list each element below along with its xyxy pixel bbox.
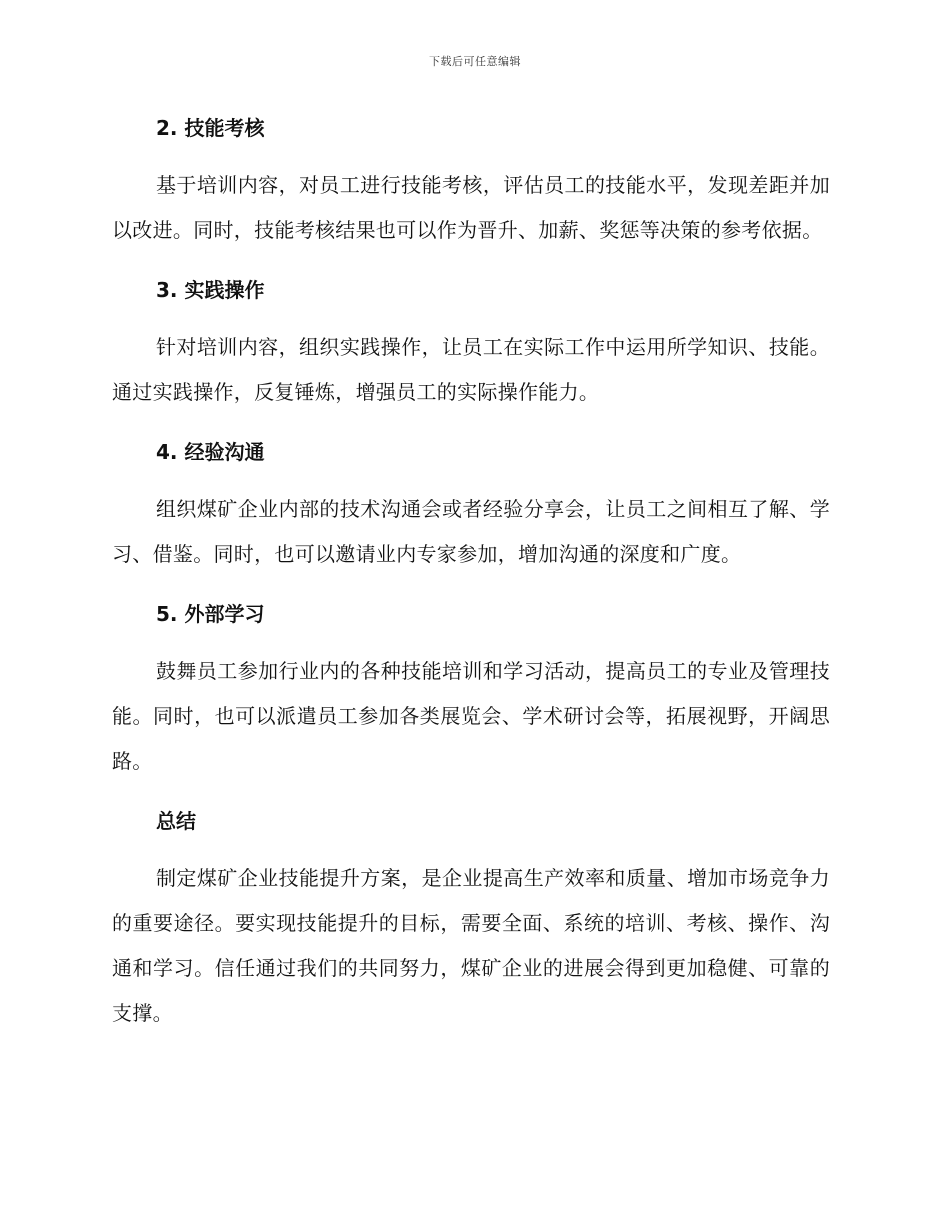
page-header: 下载后可任意编辑: [429, 55, 521, 68]
section-heading-external-learning: 5. 外部学习: [156, 602, 265, 626]
section-paragraph-skill-assessment: 基于培训内容，对员工进行技能考核，评估员工的技能水平，发现差距并加以改进。同时，技能考核结果也可以作为晋升、加薪、奖惩等决策的参考依据。: [112, 173, 830, 242]
section-paragraph-experience-sharing: 组织煤矿企业内部的技术沟通会或者经验分享会，让员工之间相互了解、学习、借鉴。同时，也可以邀请业内专家参加，增加沟通的深度和广度。: [112, 497, 830, 566]
section-heading-skill-assessment: 2. 技能考核: [156, 116, 265, 140]
section-paragraph-summary: 制定煤矿企业技能提升方案，是企业提高生产效率和质量、增加市场竞争力的重要途径。要实现技能提升的目标，需要全面、系统的培训、考核、操作、沟通和学习。信任通过我们的共同努力，煤矿企业的进展会得到更加稳健、可靠的支撑。: [112, 866, 830, 1025]
section-paragraph-external-learning: 鼓舞员工参加行业内的各种技能培训和学习活动，提高员工的专业及管理技能。同时，也可以派遣员工参加各类展览会、学术研讨会等，拓展视野，开阔思路。: [112, 659, 830, 773]
section-heading-practice: 3. 实践操作: [156, 278, 265, 302]
section-paragraph-practice: 针对培训内容，组织实践操作，让员工在实际工作中运用所学知识、技能。通过实践操作，反复锤炼，增强员工的实际操作能力。: [112, 335, 830, 404]
section-heading-experience-sharing: 4. 经验沟通: [156, 440, 265, 464]
document-body: [112, 105, 830, 1050]
section-heading-summary: 总结: [156, 809, 196, 833]
